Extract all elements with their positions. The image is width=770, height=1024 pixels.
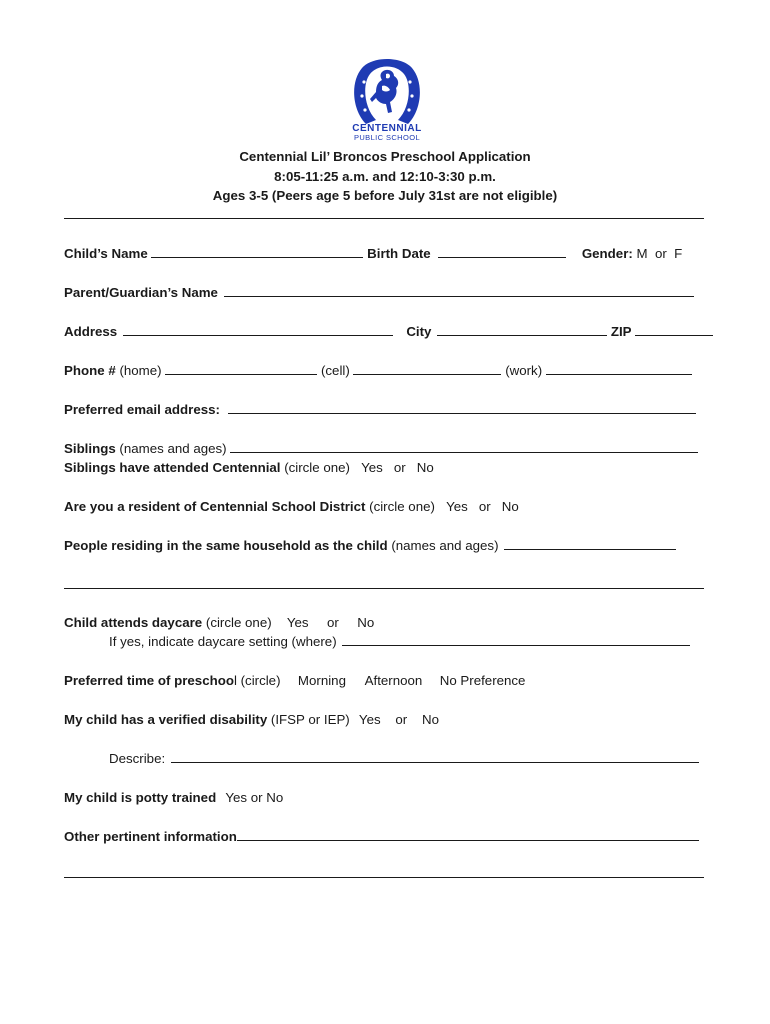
form-age-requirement: Ages 3-5 (Peers age 5 before July 31st are not eligible)	[212, 188, 558, 203]
disability-row	[64, 711, 439, 728]
phone-home-label: (home)	[119, 363, 162, 378]
daycare-where-label: If yes, indicate daycare setting (where)	[109, 634, 337, 649]
preschool-time-label-end: l	[233, 673, 237, 688]
zip-label: ZIP	[610, 324, 632, 339]
other-info-row	[64, 828, 699, 845]
describe-field[interactable]	[171, 750, 699, 763]
daycare-where-field[interactable]	[342, 633, 690, 646]
email-label: Preferred email address:	[64, 402, 220, 417]
preschool-time-row	[64, 672, 525, 689]
logo-school-name: CENTENNIAL	[352, 123, 422, 134]
logo-school-subtitle: PUBLIC SCHOOL	[353, 133, 421, 142]
email-row	[64, 401, 696, 418]
household-field-continued[interactable]	[64, 588, 704, 589]
household-label: People residing in the same household as the child	[64, 538, 388, 553]
gender-label: Gender:	[581, 246, 633, 261]
other-info-field-continued[interactable]	[64, 877, 704, 878]
form-title: Centennial Lil’ Broncos Preschool Application	[239, 149, 531, 164]
disability-options[interactable]: Yes or No	[358, 712, 439, 727]
phone-cell-label: (cell)	[320, 363, 350, 378]
describe-row	[109, 750, 699, 767]
city-field[interactable]	[437, 323, 607, 336]
birth-date-field[interactable]	[438, 245, 566, 258]
address-row	[64, 323, 713, 340]
siblings-attended-options[interactable]: Yes or No	[361, 460, 434, 475]
preschool-time-hint: (circle)	[240, 673, 281, 688]
parent-name-label: Parent/Guardian’s Name	[64, 285, 218, 300]
siblings-attended-row	[64, 459, 434, 476]
other-info-field[interactable]	[237, 828, 699, 841]
resident-label: Are you a resident of Centennial School District	[64, 499, 366, 514]
zip-field[interactable]	[635, 323, 713, 336]
resident-hint: (circle one)	[369, 499, 435, 514]
phone-work-field[interactable]	[546, 362, 692, 375]
preschool-option-no-preference[interactable]: No Preference	[439, 673, 526, 688]
parent-name-field[interactable]	[224, 284, 694, 297]
phone-row	[64, 362, 692, 379]
daycare-options[interactable]: Yes or No	[286, 615, 375, 630]
siblings-field[interactable]	[230, 440, 698, 453]
phone-work-label: (work)	[505, 363, 543, 378]
form-hours: 8:05-11:25 a.m. and 12:10-3:30 p.m.	[274, 169, 496, 184]
preschool-time-label: Preferred time of preschoo	[64, 673, 234, 688]
preschool-option-morning[interactable]: Morning	[297, 673, 346, 688]
siblings-attended-label: Siblings have attended Centennial	[64, 460, 281, 475]
siblings-row	[64, 440, 698, 457]
child-name-field[interactable]	[151, 245, 363, 258]
child-name-label: Child’s Name	[64, 246, 148, 261]
potty-options[interactable]: Yes or No	[225, 790, 284, 805]
resident-options[interactable]: Yes or No	[446, 499, 519, 514]
preschool-option-afternoon[interactable]: Afternoon	[364, 673, 423, 688]
header-divider	[64, 218, 704, 219]
daycare-row	[64, 614, 374, 631]
email-field[interactable]	[228, 401, 696, 414]
potty-row	[64, 789, 283, 806]
birth-date-label: Birth Date	[367, 246, 431, 261]
phone-cell-field[interactable]	[353, 362, 501, 375]
parent-row	[64, 284, 694, 301]
describe-label: Describe:	[109, 751, 166, 766]
siblings-attended-hint: (circle one)	[284, 460, 350, 475]
address-label: Address	[64, 324, 118, 339]
daycare-hint: (circle one)	[205, 615, 272, 630]
disability-hint: (IFSP or IEP)	[270, 712, 350, 727]
household-field[interactable]	[504, 537, 676, 550]
disability-label: My child has a verified disability	[64, 712, 268, 727]
resident-row	[64, 498, 519, 515]
siblings-label: Siblings	[64, 441, 116, 456]
gender-options[interactable]: M or F	[636, 246, 683, 261]
daycare-where-row	[109, 633, 690, 650]
siblings-hint: (names and ages)	[119, 441, 227, 456]
household-row	[64, 537, 676, 554]
child-info-row	[64, 245, 682, 262]
city-label: City	[406, 324, 432, 339]
phone-home-field[interactable]	[165, 362, 317, 375]
daycare-label: Child attends daycare	[64, 615, 203, 630]
horseshoe-bronco-icon	[348, 52, 426, 128]
address-field[interactable]	[123, 323, 393, 336]
other-info-label: Other pertinent information	[64, 829, 237, 844]
phone-label: Phone #	[64, 363, 116, 378]
potty-label: My child is potty trained	[64, 790, 217, 805]
household-hint: (names and ages)	[391, 538, 499, 553]
